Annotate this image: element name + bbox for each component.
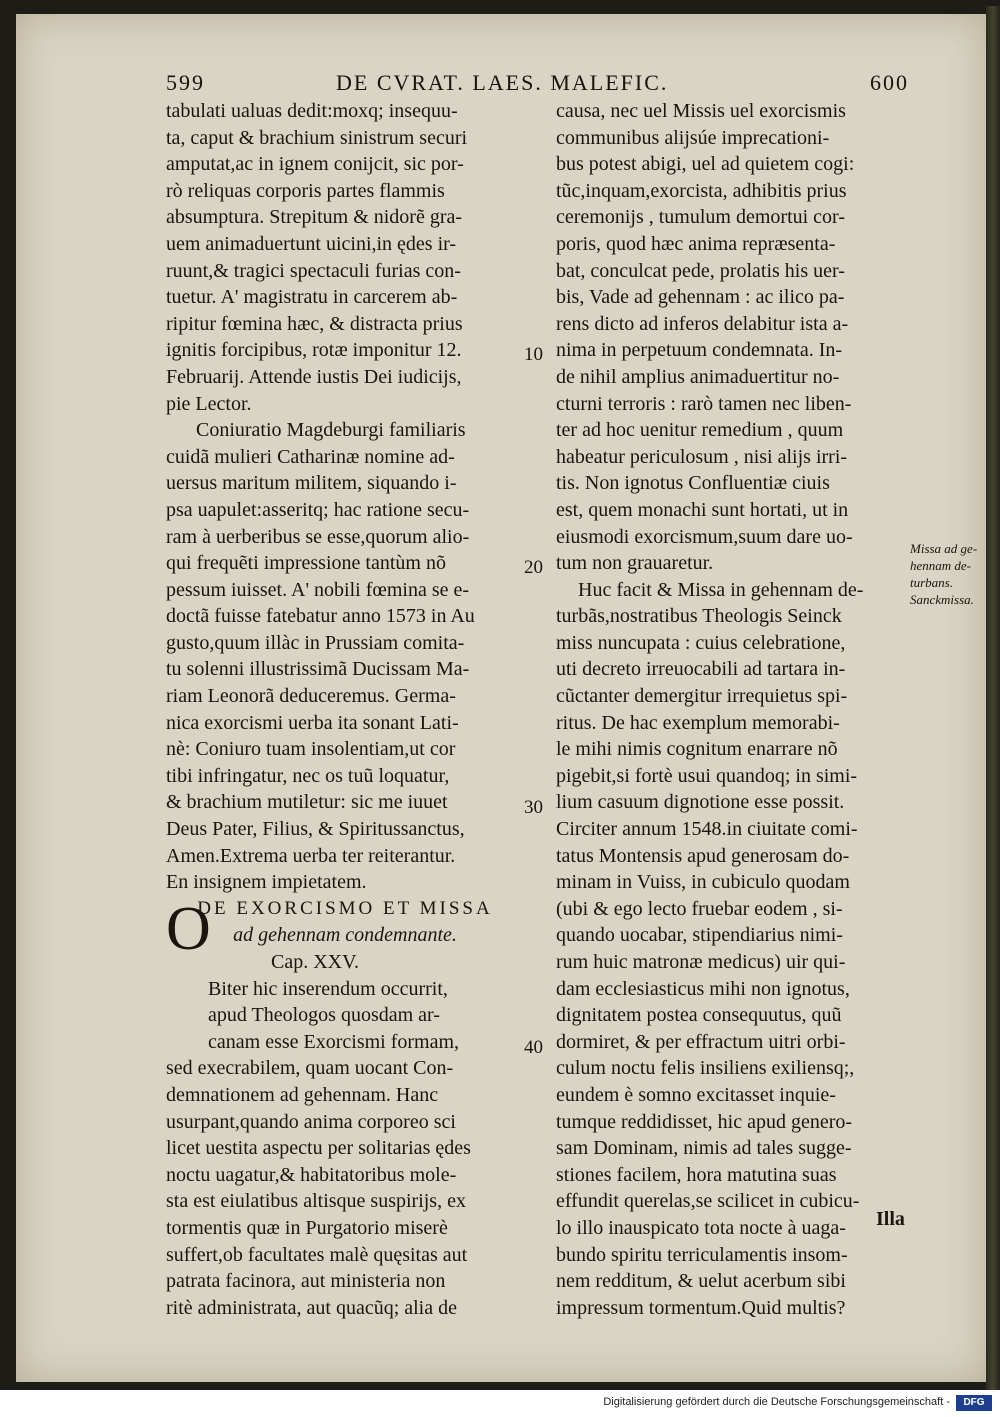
text-line: communibus alijsúe imprecationi- [556,126,830,149]
text-line: ter ad hoc uenitur remedium , quum [556,419,844,442]
dfg-logo: DFG [956,1395,992,1411]
text-line: minam in Vuiss, in cubiculo quodam [556,871,850,894]
text-line: rum huic matronæ medicus) uir qui- [556,951,846,973]
text-line: tibi infringatur, nec os tuũ loquatur, [166,764,450,787]
text-line: dam ecclesiasticus mihi non ignotus, [556,977,850,1000]
text-line: de nihil amplius animaduertitur no- [556,365,840,388]
margin-note [910,540,977,608]
text-line: bundo spiritu terriculamentis insom- [556,1243,848,1266]
text-line: Coniuratio Magdeburgi familiaris [196,419,466,442]
text-line: stiones facilem, hora matutina suas [556,1163,837,1186]
text-line: tis. Non ignotus Confluentiæ ciuis [556,472,830,495]
text-line: miss nuncupata : cuius celebratione, [556,631,846,654]
text-line: patrata facinora, aut ministeria non [166,1270,446,1293]
text-line: uem animaduertunt uicini,in ędes ir- [166,232,457,255]
text-line: ram à uerberibus se esse,quorum alio- [166,525,470,548]
text-line: dignitatem postea consequutus, quũ [556,1004,842,1027]
text-line: Amen.Extrema uerba ter reiterantur. [166,844,456,867]
text-line: Biter hic inserendum occurrit, [208,977,448,1000]
text-line: cũctanter demergitur irrequietus spi- [556,685,848,708]
text-line: nè: Coniuro tuam insolentiam,ut cor [166,738,456,761]
text-line: est, quem monachi sunt hortati, ut in [556,498,849,521]
text-line: apud Theologos quosdam ar- [208,1004,440,1027]
text-line: uersus maritum militem, siquando i- [166,472,457,495]
running-title: DE CVRAT. LAES. MALEFIC. [336,70,669,95]
text-line: poris, quod hæc anima repræsenta- [556,232,836,255]
text-line: dormiret, & per effractum uitri orbi- [556,1030,846,1053]
text-line: tum non grauaretur. [556,552,714,575]
text-line: cturni terroris : rarò tamen nec liben- [556,392,852,415]
text-line: tumque reddidisset, hic apud genero- [556,1110,853,1133]
text-line: ceremonijs , tumulum demortui cor- [556,206,845,229]
text-line: rò reliquas corporis partes flammis [166,179,445,202]
text-line: pie Lector. [166,392,252,415]
text-line: quando uocabar, stipendiarius nimi- [556,924,843,947]
text-line: absumptura. Strepitum & nidorẽ gra- [166,206,463,229]
chapter-number: Cap. XXV. [271,951,359,973]
text-line: pigebit,si fortè usui quandoq; in simi- [556,764,858,787]
text-line: Circiter annum 1548.in ciuitate comi- [556,818,858,841]
text-line: effundit querelas,se scilicet in cubicu- [556,1190,860,1213]
catchword: Illa [876,1208,905,1230]
line-number: 20 [524,557,543,578]
text-line: qui frequẽti impressione tantùm nõ [166,552,446,575]
text-line: & brachium mutiletur: sic me iuuet [166,791,448,814]
text-line: Deus Pater, Filius, & Spiritussanctus, [166,818,465,841]
text-line: sta est eiulatibus altisque suspirijs, ex [166,1190,466,1213]
text-line: eundem è somno excitasset inquie- [556,1083,836,1106]
text-line: tuetur. A' magistratu in carcerem ab- [166,286,458,309]
text-line: noctu uagatur,& habitatoribus mole- [166,1163,457,1186]
text-line: tũc,inquam,exorcista, adhibitis prius [556,179,847,202]
text-line: psa uapulet:asseritq; hac ratione secu- [166,498,470,521]
text-line: nima in perpetuum condemnata. In- [556,339,843,362]
text-line: habeatur periculosum , nisi alijs irri- [556,445,848,468]
text-line: bus potest abigi, uel ad quietem cogi: [556,153,855,176]
line-number: 40 [524,1037,543,1058]
text-line: amputat,ac in ignem conijcit, sic por- [166,153,464,176]
text-line: ritè administrata, aut quacũq; alia de [166,1296,457,1319]
text-line: usurpant,quando anima corporeo sci [166,1110,456,1133]
margin-note-line: hennam de- [910,558,972,573]
funding-note: Digitalisierung gefördert durch die Deutsche Forschungsgemeinschaft - [603,1396,950,1408]
text-line: impressum tormentum.Quid multis? [556,1296,846,1319]
margin-note-line: turbans. [910,575,953,590]
text-line: uti decreto irreuocabili ad tartara in- [556,658,846,681]
text-line: tabulati ualuas dedit:moxq; insequu- [166,100,458,122]
text-line: ta, caput & brachium sinistrum securi [166,126,468,149]
right-text-column [556,98,910,1321]
text-line: causa, nec uel Missis uel exorcismis [556,100,846,122]
text-line: bat, conculcat pede, prolatis his uer- [556,259,845,282]
chapter-subheading: ad gehennam condemnante. [233,924,457,947]
margin-note-line: Missa ad ge- [910,541,978,556]
text-line: sed execrabilem, quam uocant Con- [166,1057,454,1080]
line-number: 30 [524,797,543,818]
text-line: le mihi nimis cognitum enarrare nõ [556,738,838,761]
text-line: ignitis forcipibus, rotæ imponitur 12. [166,339,462,362]
footer [0,1392,1000,1417]
text-line: suffert,ob facultates malè quęsitas aut [166,1243,468,1266]
text-line: ripitur fœmina hæc, & distracta prius [166,312,463,335]
text-line: cuidã mulieri Catharinæ nomine ad- [166,445,455,468]
text-line: licet uestita aspectu per solitarias ędes [166,1137,471,1160]
text-line: riam Leonorã deduceremus. Germa- [166,685,456,708]
left-text-column [166,98,524,1321]
text-line: eiusmodi exorcismum,suum dare uo- [556,525,853,548]
text-line: (ubi & ego lecto fruebar eodem , si- [556,897,843,920]
text-line: bis, Vade ad gehennam : ac ilico pa- [556,286,845,309]
text-line: doctã fuisse fatebatur anno 1573 in Au [166,605,475,628]
page-number-right: 600 [870,70,909,95]
text-line: culum noctu felis insiliens exiliensq;, [556,1057,855,1080]
text-line: Huc facit & Missa in gehennam de- [578,578,864,601]
text-line: Februarij. Attende iustis Dei iudicijs, [166,365,462,388]
chapter-heading: DE EXORCISMO ET MISSA [197,897,493,919]
text-line: ritus. De hac exemplum memorabi- [556,711,840,734]
text-line: pessum iuisset. A' nobili fœmina se e- [166,578,470,601]
line-number: 10 [524,344,543,365]
text-line: nem redditum, & uelut acerbum sibi [556,1270,846,1293]
text-line: gusto,quum illàc in Prussiam comita- [166,631,465,654]
page-number-left: 599 [166,70,205,95]
text-line: En insignem impietatem. [166,871,367,894]
book-binding-edge [986,6,1000,1390]
text-line: lium casuum dignotione esse possit. [556,791,845,814]
drop-cap: O [166,895,211,963]
text-line: lo illo inauspicato tota nocte à uaga- [556,1216,846,1239]
text-line: tormentis quæ in Purgatorio miserè [166,1216,448,1239]
text-line: demnationem ad gehennam. Hanc [166,1083,439,1106]
text-line: nica exorcismi uerba ita sonant Lati- [166,711,459,734]
text-line: tatus Montensis apud generosam do- [556,844,850,867]
text-line: tu solenni illustrissimã Ducissam Ma- [166,658,470,681]
text-line: ruunt,& tragici spectaculi furias con- [166,259,461,282]
text-line: sam Dominam, nimis ad tales sugge- [556,1137,852,1160]
text-line: canam esse Exorcismi formam, [208,1030,460,1053]
text-line: turbãs,nostratibus Theologis Seinck [556,605,842,628]
text-line: rens dicto ad inferos delabitur ista a- [556,312,849,335]
margin-note-line: Sanckmissa. [910,592,974,607]
